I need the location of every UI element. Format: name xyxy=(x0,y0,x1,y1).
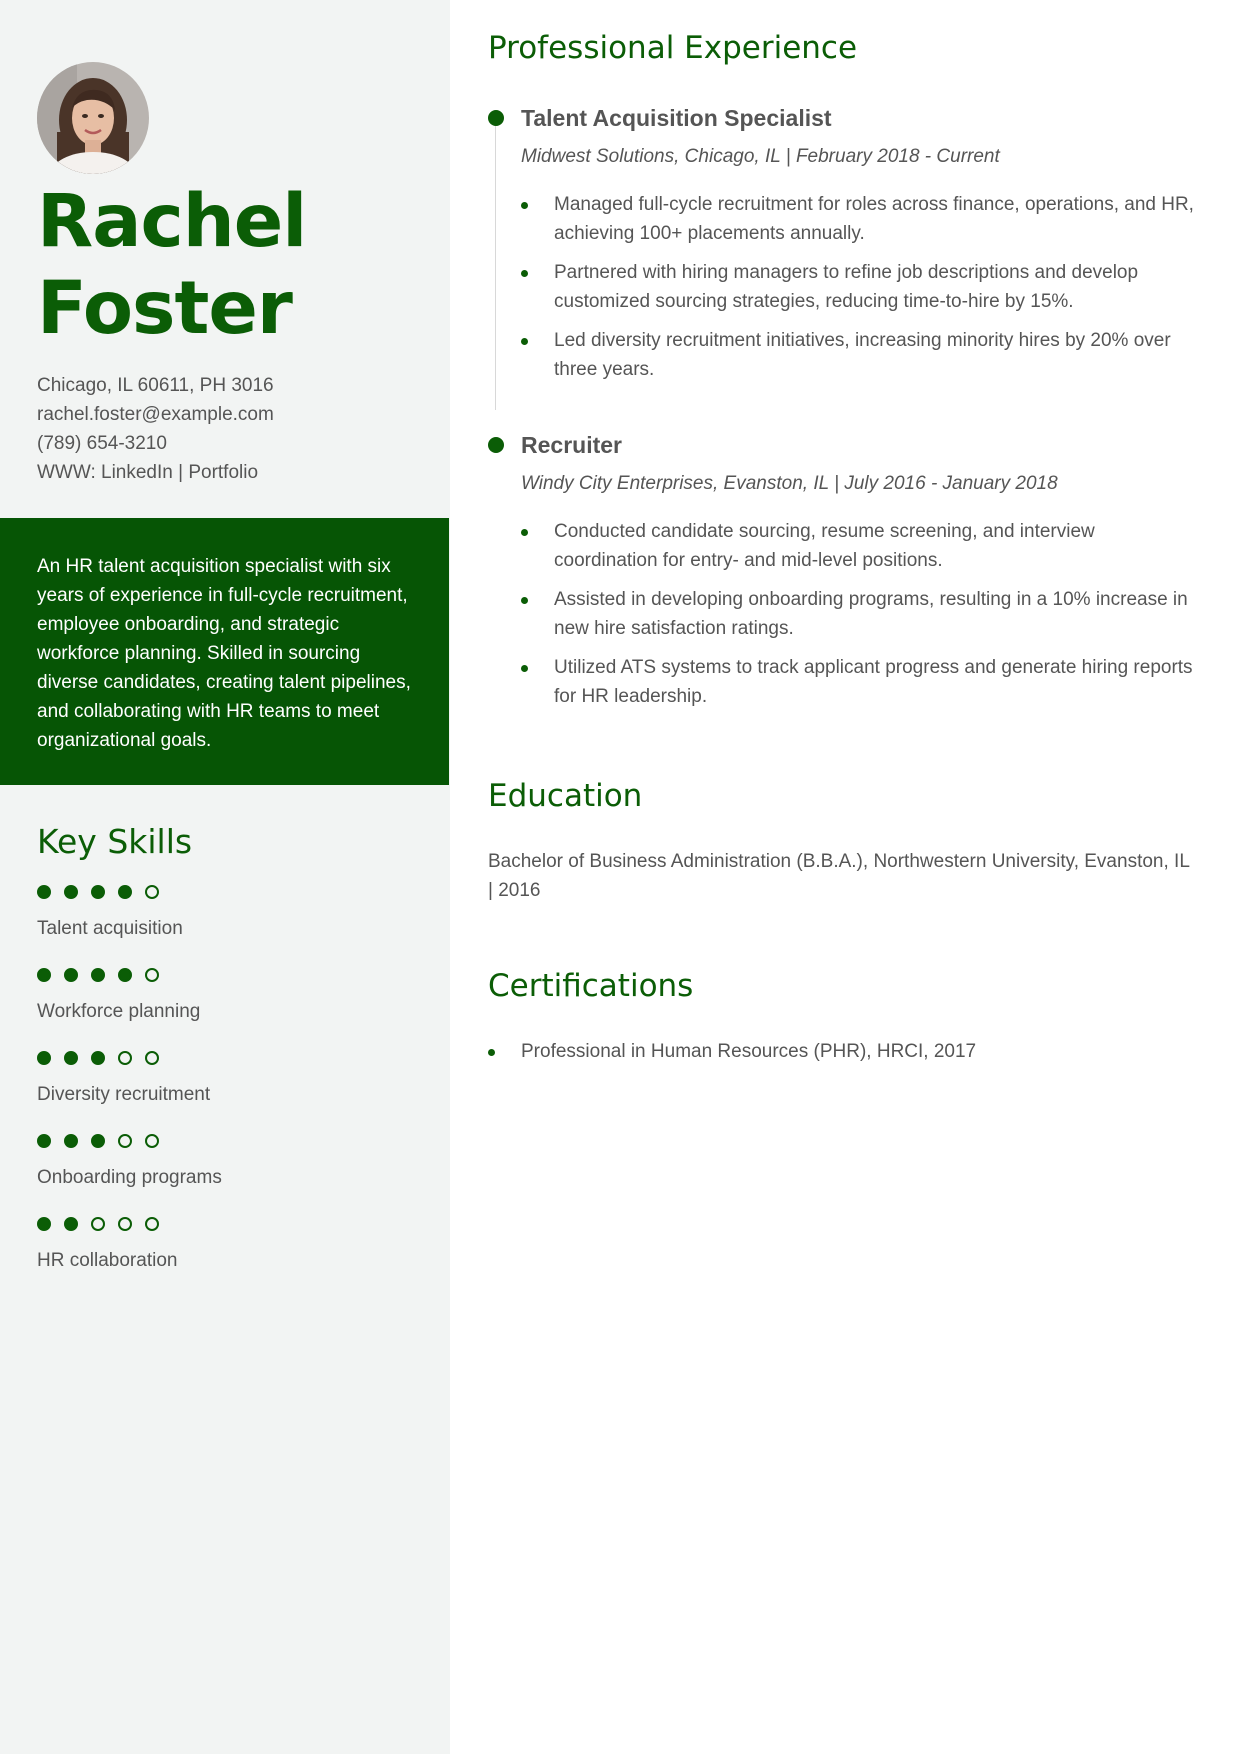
rating-dot-filled-icon xyxy=(91,968,105,982)
summary-text: An HR talent acquisition specialist with six years of experience in full-cycle recruitment, employee onboarding, and strategic workforce planning. Skilled in sourcing diverse candidates, creating talent pipelines, and collaborating with HR teams to meet organizational goals. xyxy=(37,556,411,751)
rating-dot-filled-icon xyxy=(91,1051,105,1065)
certification-text: Professional in Human Resources (PHR), HRCI, 2017 xyxy=(521,1041,977,1062)
rating-dot-empty-icon xyxy=(145,968,159,982)
list-item xyxy=(488,1037,976,1066)
skill-item xyxy=(37,1049,210,1107)
skill-label: Diversity recruitment xyxy=(37,1084,211,1105)
rating-dot-filled-icon xyxy=(37,1217,51,1231)
bullet-text: Assisted in developing onboarding programs, resulting in a 10% increase in new hire satisfaction ratings. xyxy=(554,589,1188,639)
timeline-line xyxy=(495,120,496,410)
rating-dot-filled-icon xyxy=(64,1051,78,1065)
list-item xyxy=(521,585,1201,643)
skill-item xyxy=(37,1215,177,1273)
rating-dot-empty-icon xyxy=(145,1051,159,1065)
profile-photo xyxy=(37,62,149,174)
certifications-title: Certifications xyxy=(488,968,694,1004)
rating-dot-filled-icon xyxy=(91,885,105,899)
bullet-text: Managed full-cycle recruitment for roles across finance, operations, and HR, achieving 100+ placements annually. xyxy=(554,194,1194,244)
rating-dot-filled-icon xyxy=(118,968,132,982)
list-item xyxy=(521,326,1201,384)
certifications-list xyxy=(488,1037,976,1066)
bullet-icon xyxy=(521,338,528,345)
job-bullets xyxy=(521,517,1201,721)
skill-rating xyxy=(37,1049,210,1067)
bullet-text: Partnered with hiring managers to refine job descriptions and develop customized sourcing strategies, reducing time-to-hire by 15%. xyxy=(554,262,1139,312)
bullet-icon xyxy=(488,1049,495,1056)
education-entry: Bachelor of Business Administration (B.B.A.), Northwestern University, Evanston, IL | 2016 xyxy=(488,851,1190,901)
job-meta: Midwest Solutions, Chicago, IL | February 2018 - Current xyxy=(521,146,1000,167)
rating-dot-filled-icon xyxy=(64,968,78,982)
bullet-text: Utilized ATS systems to track applicant progress and generate hiring reports for HR leadership. xyxy=(554,657,1193,707)
rating-dot-empty-icon xyxy=(118,1134,132,1148)
rating-dot-filled-icon xyxy=(91,1134,105,1148)
job-meta: Windy City Enterprises, Evanston, IL | July 2016 - January 2018 xyxy=(521,473,1058,494)
portrait-image xyxy=(37,62,149,174)
rating-dot-filled-icon xyxy=(37,968,51,982)
bullet-icon xyxy=(521,529,528,536)
first-name: Rachel xyxy=(37,179,307,264)
skill-label: Workforce planning xyxy=(37,1001,201,1022)
list-item xyxy=(521,653,1201,711)
contact-email[interactable]: rachel.foster@example.com xyxy=(37,404,274,425)
skill-item xyxy=(37,883,183,941)
bullet-icon xyxy=(521,597,528,604)
rating-dot-filled-icon xyxy=(37,1134,51,1148)
skill-item xyxy=(37,966,200,1024)
rating-dot-filled-icon xyxy=(37,1051,51,1065)
professional-summary xyxy=(0,518,449,785)
skill-rating xyxy=(37,1132,222,1150)
skill-label: Onboarding programs xyxy=(37,1167,222,1188)
skill-rating xyxy=(37,966,200,984)
list-item xyxy=(521,258,1201,316)
skill-rating xyxy=(37,883,183,901)
timeline-dot-icon xyxy=(488,437,504,453)
skill-label: Talent acquisition xyxy=(37,918,183,939)
skills-title: Key Skills xyxy=(37,822,193,861)
list-item xyxy=(521,517,1201,575)
rating-dot-filled-icon xyxy=(64,1217,78,1231)
bullet-icon xyxy=(521,202,528,209)
rating-dot-filled-icon xyxy=(64,885,78,899)
rating-dot-empty-icon xyxy=(145,1134,159,1148)
skill-label: HR collaboration xyxy=(37,1250,178,1271)
contact-address: Chicago, IL 60611, PH 3016 xyxy=(37,375,274,396)
contact-web[interactable]: WWW: LinkedIn | Portfolio xyxy=(37,462,259,483)
candidate-name xyxy=(37,178,306,352)
education-title: Education xyxy=(488,778,643,814)
contact-info xyxy=(37,371,274,487)
timeline-dot-icon xyxy=(488,110,504,126)
rating-dot-empty-icon xyxy=(118,1217,132,1231)
rating-dot-empty-icon xyxy=(118,1051,132,1065)
job-title: Recruiter xyxy=(521,432,622,458)
list-item xyxy=(521,190,1201,248)
rating-dot-empty-icon xyxy=(91,1217,105,1231)
skill-item xyxy=(37,1132,222,1190)
sidebar xyxy=(0,0,450,1754)
bullet-icon xyxy=(521,665,528,672)
rating-dot-filled-icon xyxy=(118,885,132,899)
bullet-icon xyxy=(521,270,528,277)
bullet-text: Led diversity recruitment initiatives, increasing minority hires by 20% over three years. xyxy=(554,330,1171,380)
rating-dot-filled-icon xyxy=(37,885,51,899)
skill-rating xyxy=(37,1215,177,1233)
rating-dot-empty-icon xyxy=(145,885,159,899)
bullet-text: Conducted candidate sourcing, resume screening, and interview coordination for entry- and mid-level positions. xyxy=(554,521,1095,571)
job-bullets xyxy=(521,190,1201,394)
rating-dot-filled-icon xyxy=(64,1134,78,1148)
experience-title: Professional Experience xyxy=(488,30,858,66)
contact-phone: (789) 654-3210 xyxy=(37,433,167,454)
rating-dot-empty-icon xyxy=(145,1217,159,1231)
last-name: Foster xyxy=(37,266,292,351)
job-title: Talent Acquisition Specialist xyxy=(521,105,832,131)
